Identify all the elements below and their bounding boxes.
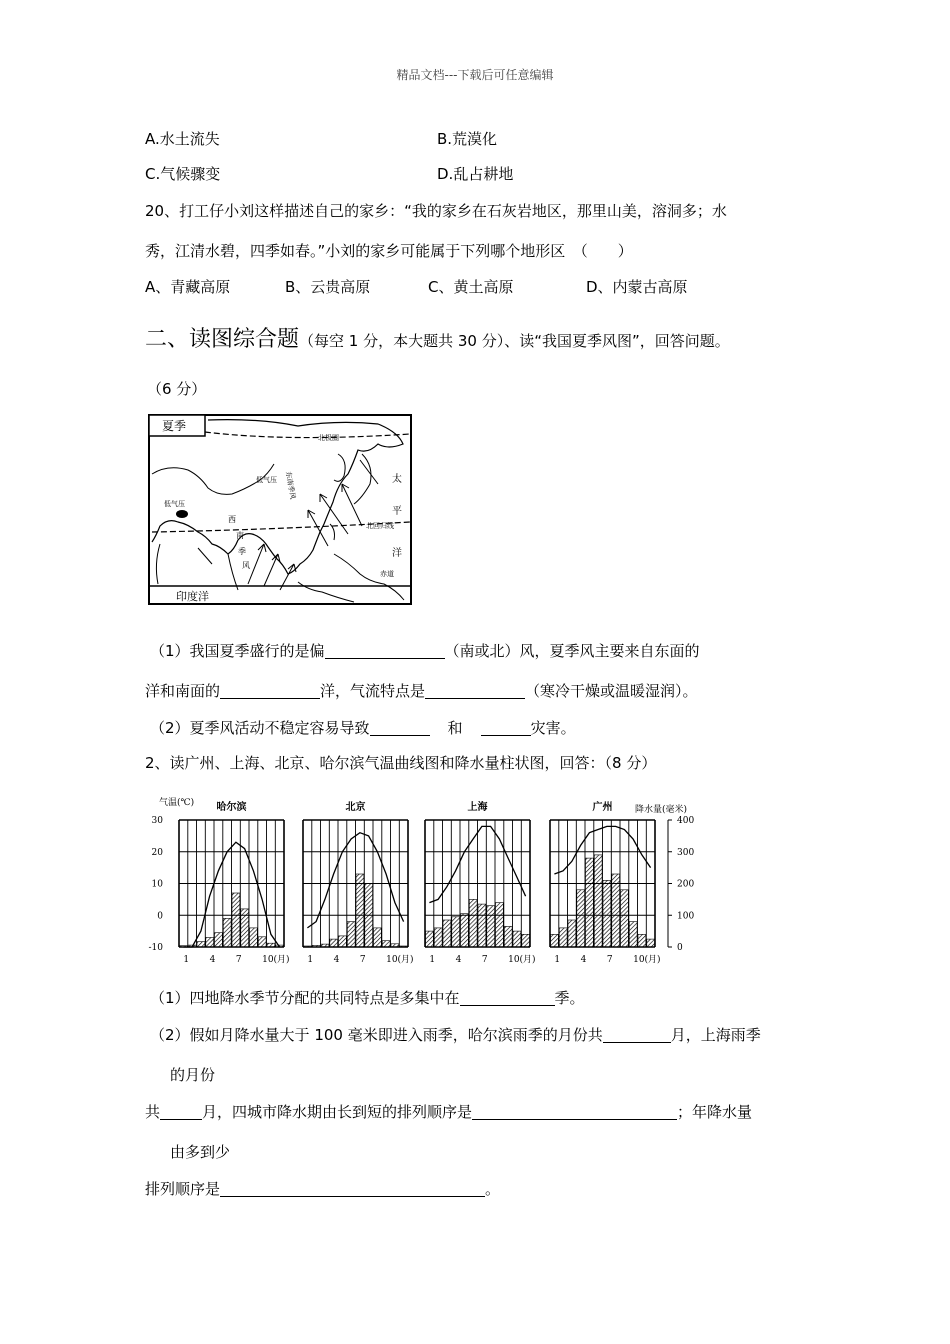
precip-axis-label: 降水量(毫米) <box>635 805 688 815</box>
section-note: （每空 1 分，本大题共 30 分）、读“我国夏季风图”，回答问题。 <box>299 332 730 350</box>
precip-tick-label: 300 <box>677 847 695 858</box>
precipitation-bar <box>197 942 205 947</box>
section-heading <box>145 322 730 353</box>
climate-panel <box>303 800 414 965</box>
map-question-1 <box>150 640 700 661</box>
q2-s4-text-b: 。 <box>485 1180 501 1198</box>
q2-title: 2、读广州、上海、北京、哈尔滨气温曲线图和降水量柱状图，回答：（8 分） <box>145 754 657 772</box>
q2-sub-4 <box>145 1178 500 1199</box>
low-pressure-center <box>176 510 188 518</box>
precipitation-bar <box>443 920 451 947</box>
q2-s3-text-a: 共 <box>145 1103 161 1121</box>
q2-sub-2 <box>150 1024 761 1045</box>
q2-s2-text-a: （2）假如月降水量大于 100 毫米即进入雨季，哈尔滨雨季的月份共 <box>150 1026 603 1044</box>
q20-option-c: C、黄土高原 <box>428 278 514 296</box>
map-q1-text-a: （1）我国夏季盛行的是偏 <box>150 642 325 660</box>
q20-line-2: 秀，江清水碧，四季如春。”小刘的家乡可能属于下列哪个地形区 （ ） <box>145 242 633 260</box>
precipitation-bar <box>577 890 585 947</box>
month-tick-label: 1 <box>307 955 314 965</box>
month-tick-label: 4 <box>333 955 340 965</box>
q20-option-a: A、青藏高原 <box>145 278 231 296</box>
precipitation-bar <box>629 922 637 947</box>
precip-tick-label: 0 <box>677 943 683 953</box>
precip-tick-label: 400 <box>677 816 695 826</box>
q19-option-a: A.水土流失 <box>145 130 220 148</box>
sw-monsoon-char-3: 季 <box>238 547 246 556</box>
month-tick-label: 1 <box>429 955 436 965</box>
map-q2-text-a: （2）夏季风活动不稳定容易导致 <box>150 719 370 737</box>
map-question-1-cont <box>145 680 698 701</box>
precipitation-bar <box>434 928 442 947</box>
precipitation-bar <box>330 939 338 947</box>
answer-blank-rain-period-order[interactable] <box>472 1104 677 1120</box>
precipitation-bar <box>258 937 266 947</box>
answer-blank-ocean[interactable] <box>220 683 320 699</box>
temp-tick-label: 10 <box>151 879 163 890</box>
season-label: 夏季 <box>162 419 187 433</box>
month-tick-label: 7 <box>359 955 366 965</box>
answer-blank-harbin-months[interactable] <box>603 1027 671 1043</box>
summer-monsoon-map <box>148 414 412 606</box>
pacific-label-2: 平 <box>392 506 402 517</box>
precipitation-bar <box>382 941 390 947</box>
map-q2-text-c: 灾害。 <box>530 719 576 737</box>
answer-blank-air-feature[interactable] <box>425 683 525 699</box>
precipitation-bar <box>487 906 495 947</box>
city-label: 广州 <box>592 802 613 813</box>
q20-option-b: B、云贵高原 <box>285 278 371 296</box>
q2-sub-3-cont: 由多到少 <box>170 1143 231 1161</box>
arctic-circle-label: 北极圈 <box>318 434 339 442</box>
sw-monsoon-char-1: 西 <box>228 515 236 524</box>
month-tick-label: 10(月) <box>386 955 414 965</box>
map-question-2 <box>150 717 576 738</box>
answer-blank-season[interactable] <box>460 990 555 1006</box>
precipitation-bar <box>223 918 231 947</box>
tropic-label: 北回归线 <box>366 522 394 530</box>
month-tick-label: 10(月) <box>262 955 290 965</box>
temp-tick-label: 30 <box>151 816 163 826</box>
low-pressure-label-2: 低气压 <box>164 500 185 508</box>
answer-blank-annual-precip-order[interactable] <box>220 1181 485 1197</box>
precipitation-bar <box>241 909 249 947</box>
precipitation-bar <box>347 922 355 947</box>
indian-ocean-label: 印度洋 <box>176 590 209 603</box>
precipitation-bar <box>496 903 504 947</box>
precipitation-bar <box>559 928 567 947</box>
month-tick-label: 7 <box>481 955 488 965</box>
precipitation-bar <box>469 899 477 947</box>
q2-sub-1 <box>150 987 585 1008</box>
month-tick-label: 10(月) <box>633 955 661 965</box>
precipitation-bar <box>647 939 655 947</box>
sw-monsoon-char-2: 南 <box>236 531 244 540</box>
precipitation-bar <box>568 920 576 947</box>
se-monsoon-label: 东南季风 <box>284 470 297 500</box>
city-label: 哈尔滨 <box>216 802 247 813</box>
pacific-label-3: 洋 <box>392 548 402 559</box>
month-tick-label: 7 <box>235 955 242 965</box>
precipitation-bar <box>638 934 646 947</box>
map-q1-text-b: （南或北）风，夏季风主要来自东面的 <box>444 642 700 660</box>
precipitation-bar <box>452 917 460 947</box>
answer-blank-disaster-2[interactable] <box>481 720 531 736</box>
precip-tick-label: 200 <box>677 879 695 890</box>
map-q1-text-c: 洋和南面的 <box>145 682 221 700</box>
section-points: （6 分） <box>147 380 207 398</box>
q2-sub-2-cont: 的月份 <box>170 1066 216 1084</box>
precipitation-bar <box>461 914 469 947</box>
city-label: 上海 <box>467 802 488 813</box>
city-label: 北京 <box>345 802 366 813</box>
precipitation-bar <box>603 880 611 947</box>
q19-option-d: D.乱占耕地 <box>437 165 514 183</box>
answer-blank-disaster-1[interactable] <box>370 720 430 736</box>
q20-option-d: D、内蒙古高原 <box>586 278 688 296</box>
pacific-label-1: 太 <box>392 474 402 485</box>
precipitation-bar <box>522 934 530 947</box>
temp-axis-label: 气温(℃) <box>159 798 195 808</box>
precipitation-bar <box>594 855 602 947</box>
map-q2-text-b: 和 <box>447 719 463 737</box>
precipitation-bar <box>513 931 521 947</box>
month-tick-label: 4 <box>455 955 462 965</box>
precipitation-bar <box>586 858 594 947</box>
answer-blank-wind-direction[interactable] <box>325 643 445 659</box>
climate-panel <box>425 800 536 965</box>
q2-s4-text-a: 排列顺序是 <box>145 1180 221 1198</box>
q19-option-c: C.气候骤变 <box>145 165 221 183</box>
month-tick-label: 10(月) <box>508 955 536 965</box>
page-header: 精品文档---下载后可任意编辑 <box>396 68 554 82</box>
precipitation-bar <box>356 874 364 947</box>
q2-sub-3 <box>145 1101 752 1122</box>
precipitation-bar <box>478 904 486 947</box>
climate-panel <box>179 800 290 965</box>
precipitation-bar <box>426 931 434 947</box>
climate-charts <box>145 795 700 970</box>
q20-line-1: 20、打工仔小刘这样描述自己的家乡：“我的家乡在石灰岩地区，那里山美，溶洞多；水 <box>145 202 727 220</box>
map-q1-text-e: （寒冷干燥或温暖湿润）。 <box>525 682 698 700</box>
q2-s2-text-b: 月，上海雨季 <box>670 1026 761 1044</box>
month-tick-label: 1 <box>554 955 561 965</box>
month-tick-label: 4 <box>209 955 216 965</box>
month-tick-label: 1 <box>183 955 190 965</box>
map-q1-text-d: 洋，气流特点是 <box>320 682 426 700</box>
q2-s3-text-b: 月，四城市降水期由长到短的排列顺序是 <box>202 1103 473 1121</box>
precipitation-bar <box>215 933 223 947</box>
precipitation-bar <box>504 926 512 947</box>
month-tick-label: 7 <box>606 955 613 965</box>
q19-option-b: B.荒漠化 <box>437 130 498 148</box>
equator-label: 赤道 <box>380 570 394 578</box>
precip-tick-label: 100 <box>677 911 695 922</box>
low-pressure-label-1: 低气压 <box>256 476 277 484</box>
temp-tick-label: 0 <box>157 911 163 922</box>
q2-s3-text-c: ；年降水量 <box>677 1103 753 1121</box>
q2-s1-text-a: （1）四地降水季节分配的共同特点是多集中在 <box>150 989 460 1007</box>
precipitation-bar <box>612 874 620 947</box>
precipitation-bar <box>250 928 258 947</box>
climate-panel <box>550 800 661 965</box>
month-tick-label: 4 <box>580 955 587 965</box>
sw-monsoon-char-4: 风 <box>242 561 250 570</box>
precipitation-bar <box>374 928 382 947</box>
temp-tick-label: 20 <box>151 847 163 858</box>
precipitation-bar <box>551 934 559 947</box>
q2-s1-text-b: 季。 <box>554 989 585 1007</box>
precipitation-bar <box>206 938 214 948</box>
section-title: 二、读图综合题 <box>145 327 300 352</box>
precipitation-bar <box>232 893 240 947</box>
answer-blank-shanghai-months[interactable] <box>160 1104 202 1120</box>
precipitation-bar <box>339 936 347 947</box>
temp-tick-label: -10 <box>148 943 163 953</box>
precipitation-bar <box>621 890 629 947</box>
